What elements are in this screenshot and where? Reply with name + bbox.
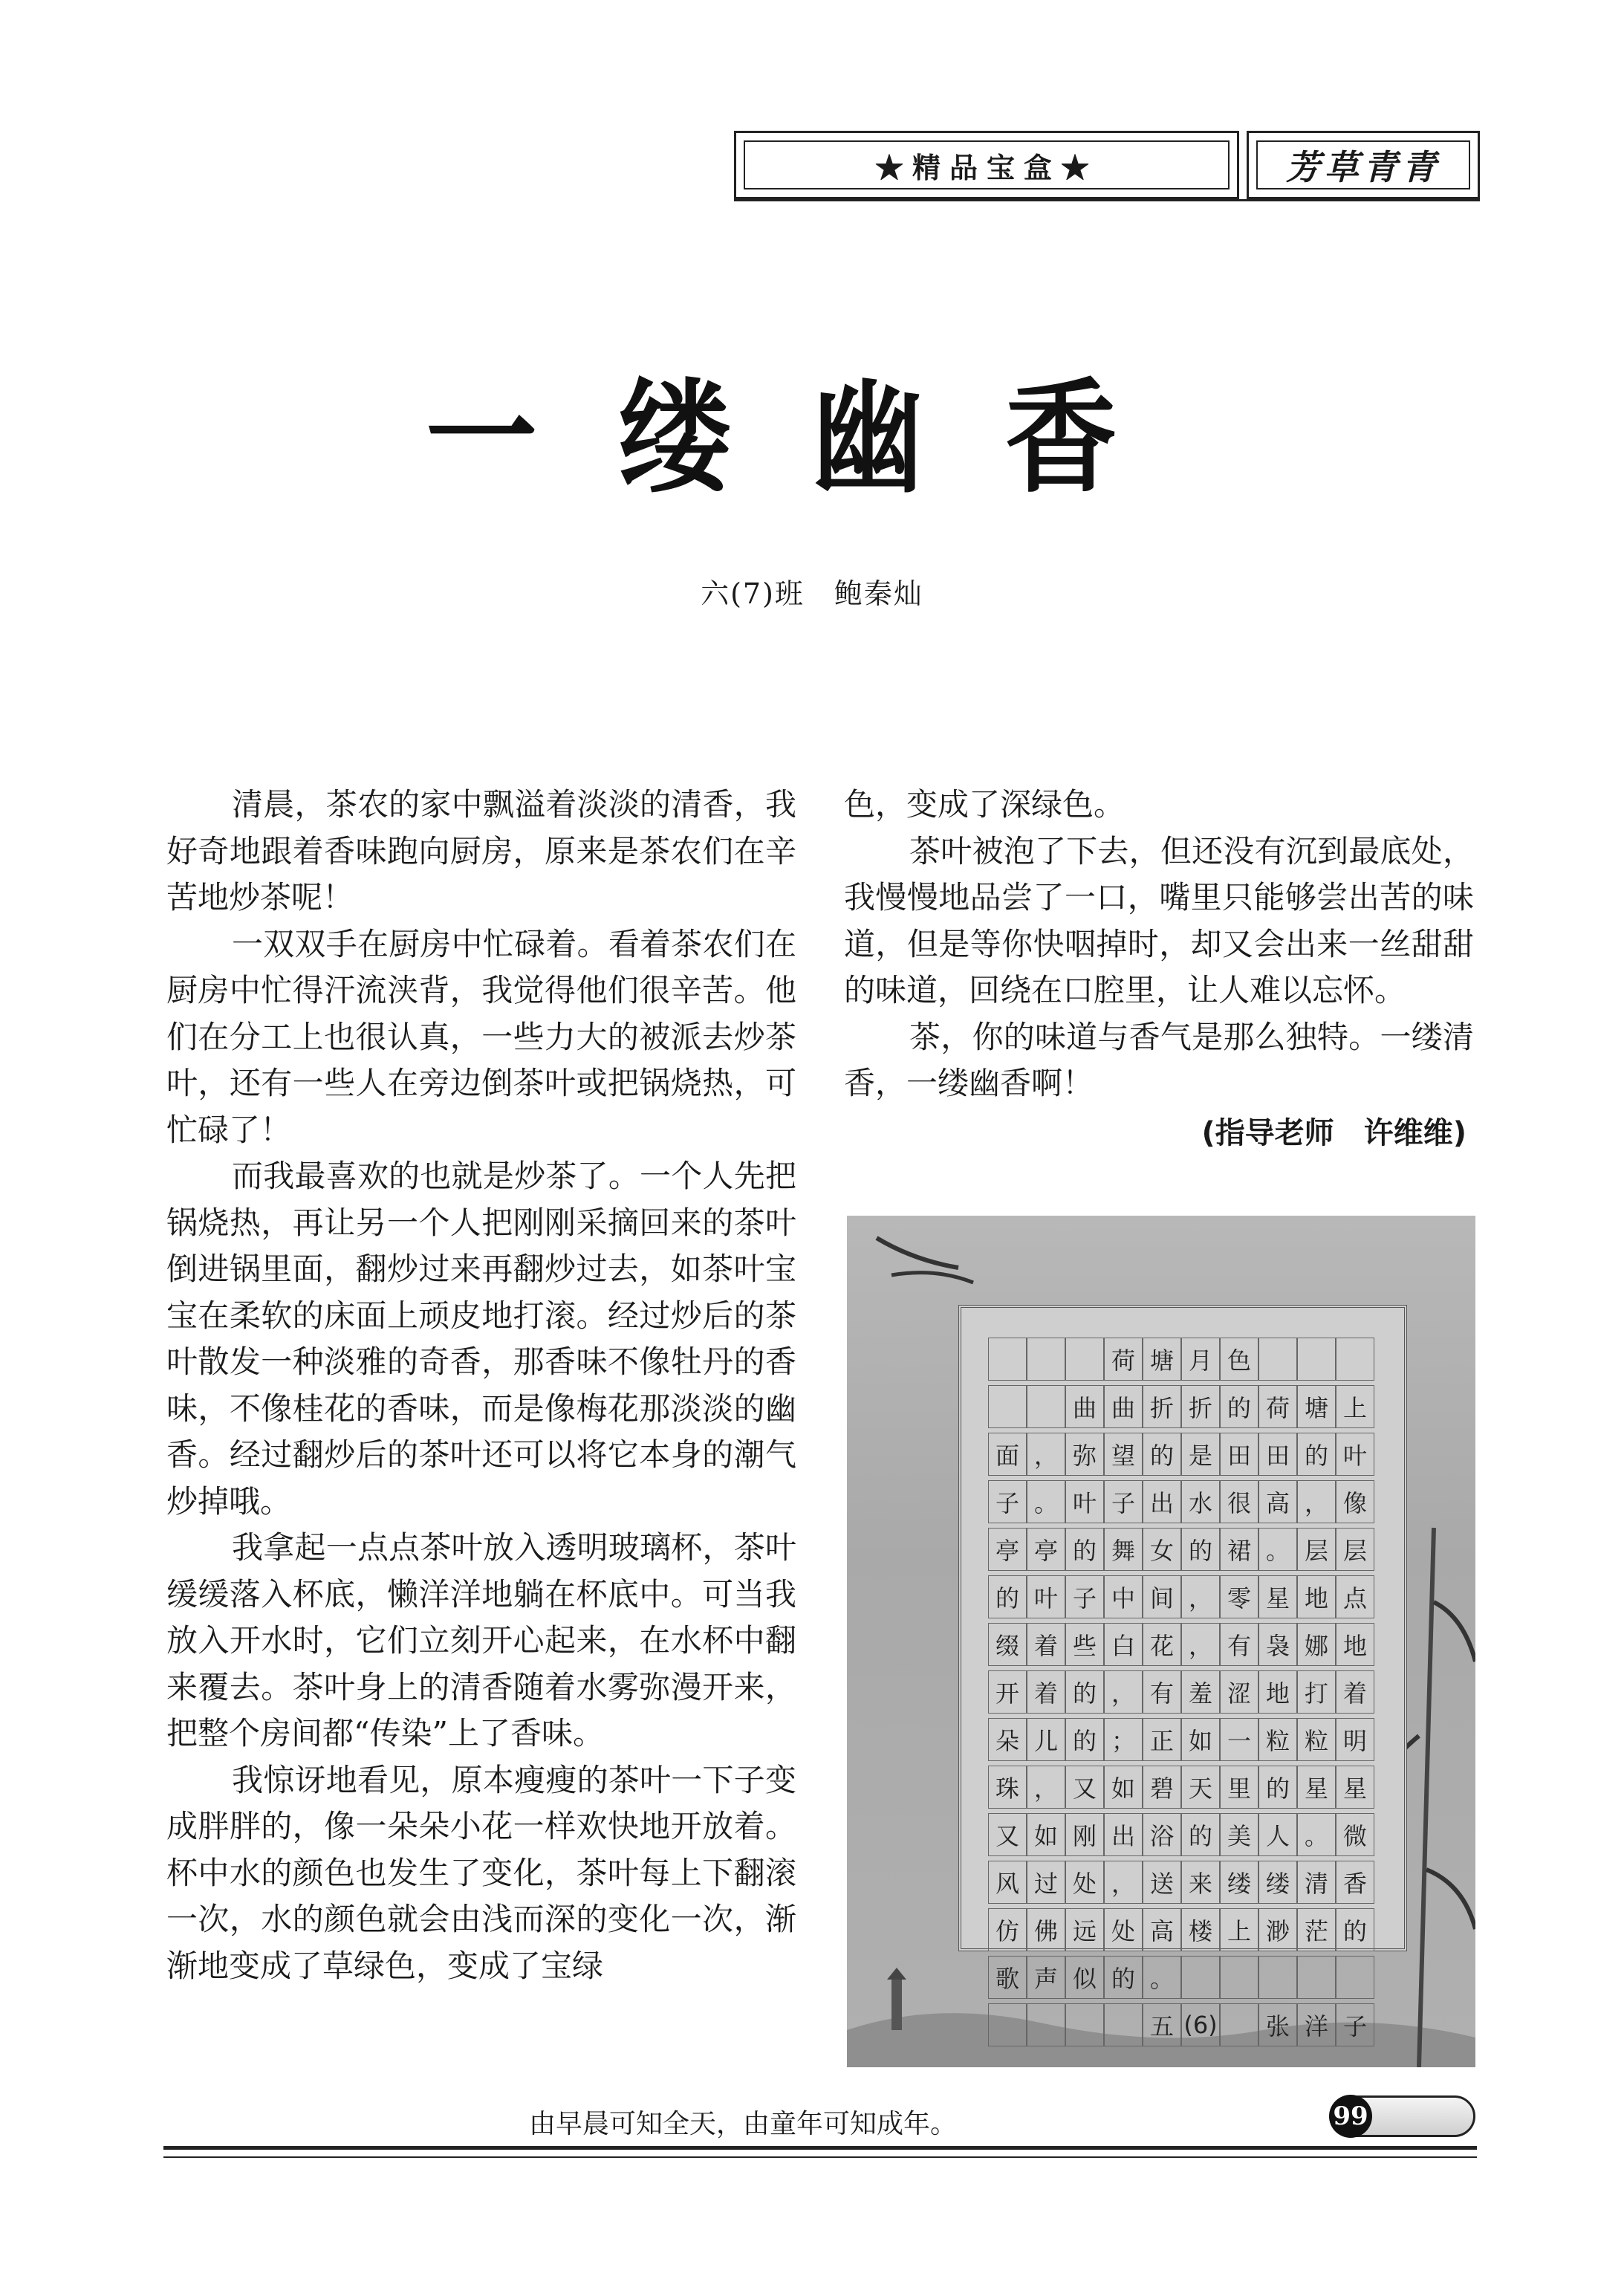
grid-cell: 白 (1104, 1623, 1143, 1666)
grid-cell: 田 (1258, 1433, 1297, 1476)
grid-cell: 的 (1104, 1956, 1143, 1999)
grid-cell: 的 (1181, 1813, 1220, 1856)
grid-cell: 地 (1297, 1575, 1336, 1618)
grid-cell (1220, 1956, 1258, 1999)
paragraph: 我拿起一点点茶叶放入透明玻璃杯，茶叶缓缓落入杯底，懒洋洋地躺在杯底中。可当我放入开水时，它们立刻开心起来，在水杯中翻来覆去。茶叶身上的清香随着水雾弥漫开来，把整个房间都“传染”上了香味。 (166, 1529, 796, 1751)
grid-cell: 的 (1336, 1908, 1374, 1951)
grid-cell: 五 (1143, 2003, 1181, 2046)
grid-cell: 粒 (1258, 1718, 1297, 1761)
grid-cell: 过 (1027, 1861, 1065, 1904)
grid-cell: 亭 (1027, 1528, 1065, 1571)
grid-cell: 叶 (1336, 1433, 1374, 1476)
grid-cell: 子 (1336, 2003, 1374, 2046)
grid-cell: 打 (1297, 1670, 1336, 1714)
grid-cell: 又 (1065, 1766, 1104, 1809)
grid-cell: 的 (1065, 1718, 1104, 1761)
grid-cell (1104, 2003, 1143, 2046)
page-number-badge (1330, 2095, 1475, 2137)
grid-cell: 很 (1220, 1480, 1258, 1523)
grid-cell (1065, 2003, 1104, 2046)
paragraph: 茶叶被泡了下去，但还没有沉到最底处，我慢慢地品尝了一口，嘴里只能够尝出苦的味道，但是等你快咽掉时，却又会出来一丝甜甜的味道，回绕在口腔里，让人难以忘怀。 (844, 832, 1474, 1008)
grid-cell: 舞 (1104, 1528, 1143, 1571)
footer-rule-thick (163, 2146, 1477, 2150)
grid-cell: 微 (1336, 1813, 1374, 1856)
grid-cell: 着 (1027, 1623, 1065, 1666)
grid-cell (1297, 1956, 1336, 1999)
grid-cell: 田 (1220, 1433, 1258, 1476)
grid-cell (1027, 2003, 1065, 2046)
grid-cell: 曲 (1104, 1385, 1143, 1428)
footer-motto: 由早晨可知全天，由童年可知成年。 (528, 2109, 957, 2139)
grid-cell: 娜 (1297, 1623, 1336, 1666)
grid-cell: ， (1027, 1433, 1065, 1476)
grid-cell: 缕 (1258, 1861, 1297, 1904)
grid-cell: 浴 (1143, 1813, 1181, 1856)
grid-cell: 星 (1336, 1766, 1374, 1809)
teacher-name: 许维维) (1363, 1115, 1467, 1150)
grid-cell: 的 (1065, 1670, 1104, 1714)
grid-cell: 是 (1181, 1433, 1220, 1476)
grid-cell: 子 (1065, 1575, 1104, 1618)
grid-cell: 裙 (1220, 1528, 1258, 1571)
grid-cell: 来 (1181, 1861, 1220, 1904)
grid-cell: 朵 (988, 1718, 1027, 1761)
grid-cell (1181, 1956, 1220, 1999)
grid-cell: 茫 (1297, 1908, 1336, 1951)
grid-cell: 又 (988, 1813, 1027, 1856)
grid-cell: 子 (1104, 1480, 1143, 1523)
grid-cell: 风 (988, 1861, 1027, 1904)
grid-cell: 亭 (988, 1528, 1027, 1571)
grid-cell: 里 (1220, 1766, 1258, 1809)
grid-cell: 儿 (1027, 1718, 1065, 1761)
grid-cell: 月 (1181, 1338, 1220, 1381)
grid-cell: 水 (1181, 1480, 1220, 1523)
grid-cell: 。 (1258, 1528, 1297, 1571)
grid-cell: 缀 (988, 1623, 1027, 1666)
section-header-box (734, 131, 1239, 199)
grid-cell: 明 (1336, 1718, 1374, 1761)
grid-cell: 的 (1220, 1385, 1258, 1428)
grid-cell: ， (1181, 1575, 1220, 1618)
grid-cell: 上 (1220, 1908, 1258, 1951)
paragraph: 我惊讶地看见，原本瘦瘦的茶叶一下子变成胖胖的，像一朵朵小花一样欢快地开放着。杯中水的颜色也发生了变化，茶叶每上下翻滚一次，水的颜色就会由浅而深的变化一次，渐渐地变成了草绿色，变成了宝绿 (166, 1761, 796, 1984)
grid-cell (1065, 1338, 1104, 1381)
grid-cell: 荷 (1104, 1338, 1143, 1381)
grid-cell: 着 (1336, 1670, 1374, 1714)
grid-cell (1027, 1338, 1065, 1381)
handwritten-essay-photo (847, 1216, 1475, 2067)
grid-cell: 高 (1143, 1908, 1181, 1951)
grid-cell: (6) (1181, 2003, 1220, 2046)
grid-cell: 子 (988, 1480, 1027, 1523)
paragraph: 清晨，茶农的家中飘溢着淡淡的清香，我好奇地跟着香味跑向厨房，原来是茶农们在辛苦地炒茶呢！ (166, 786, 796, 915)
grid-cell: 仿 (988, 1908, 1027, 1951)
grid-cell: 曲 (1065, 1385, 1104, 1428)
essay-grid (988, 1338, 1374, 2051)
grid-cell: 面 (988, 1433, 1027, 1476)
grid-cell (1258, 1956, 1297, 1999)
grid-cell: 折 (1143, 1385, 1181, 1428)
grid-cell: 正 (1143, 1718, 1181, 1761)
column-header-box (1247, 131, 1480, 199)
grid-cell: 缕 (1220, 1861, 1258, 1904)
grid-cell: 渺 (1258, 1908, 1297, 1951)
grid-cell: 有 (1220, 1623, 1258, 1666)
grid-cell (1336, 1338, 1374, 1381)
article-column-left (166, 782, 796, 1989)
grid-cell: 涩 (1220, 1670, 1258, 1714)
grid-cell (988, 1338, 1027, 1381)
grid-cell: 地 (1258, 1670, 1297, 1714)
grid-cell: 星 (1297, 1766, 1336, 1809)
page-number: 99 (1329, 2095, 1372, 2138)
grid-cell (1027, 1385, 1065, 1428)
grid-cell: 的 (1143, 1433, 1181, 1476)
grid-cell (1297, 1338, 1336, 1381)
essay-grid-sheet (958, 1305, 1407, 2040)
grid-cell: 。 (1297, 1813, 1336, 1856)
grid-cell: 层 (1336, 1528, 1374, 1571)
grid-cell: 地 (1336, 1623, 1374, 1666)
byline-class: 六(7)班 (701, 577, 805, 610)
grid-cell: 出 (1104, 1813, 1143, 1856)
grid-cell: 洋 (1297, 2003, 1336, 2046)
grid-cell: 声 (1027, 1956, 1065, 1999)
grid-cell: 似 (1065, 1956, 1104, 1999)
grid-cell: 张 (1258, 2003, 1297, 2046)
footer-rule-thin (163, 2156, 1477, 2158)
grid-cell: 些 (1065, 1623, 1104, 1666)
grid-cell (1258, 1338, 1297, 1381)
grid-cell: 香 (1336, 1861, 1374, 1904)
grid-cell: 塘 (1143, 1338, 1181, 1381)
grid-cell: 佛 (1027, 1908, 1065, 1951)
grid-cell (988, 1385, 1027, 1428)
article-title: 一缕幽香 (425, 366, 1198, 510)
grid-cell: 如 (1104, 1766, 1143, 1809)
grid-cell: 折 (1181, 1385, 1220, 1428)
article-column-right (844, 782, 1474, 1156)
section-label: ★精品宝盒★ (744, 140, 1230, 189)
grid-cell: 有 (1143, 1670, 1181, 1714)
grid-cell: 点 (1336, 1575, 1374, 1618)
grid-cell: 人 (1258, 1813, 1297, 1856)
grid-cell: 处 (1104, 1908, 1143, 1951)
grid-cell: 美 (1220, 1813, 1258, 1856)
teacher-credit (844, 1110, 1474, 1157)
teacher-label: (指导老师 (1201, 1115, 1334, 1150)
grid-cell (1220, 2003, 1258, 2046)
header-rule (734, 199, 1480, 201)
grid-cell: 的 (1297, 1433, 1336, 1476)
grid-cell: 叶 (1065, 1480, 1104, 1523)
grid-cell: 歌 (988, 1956, 1027, 1999)
grid-cell: ； (1104, 1718, 1143, 1761)
grid-cell: 零 (1220, 1575, 1258, 1618)
grid-cell: 上 (1336, 1385, 1374, 1428)
grid-cell: ， (1104, 1861, 1143, 1904)
grid-cell: 荷 (1258, 1385, 1297, 1428)
grid-cell: 中 (1104, 1575, 1143, 1618)
byline (520, 571, 1104, 612)
grid-cell: 出 (1143, 1480, 1181, 1523)
grid-cell: 如 (1181, 1718, 1220, 1761)
grid-cell: 送 (1143, 1861, 1181, 1904)
grid-cell: 高 (1258, 1480, 1297, 1523)
grid-cell: 袅 (1258, 1623, 1297, 1666)
grid-cell: 如 (1027, 1813, 1065, 1856)
grid-cell: 远 (1065, 1908, 1104, 1951)
grid-cell: 粒 (1297, 1718, 1336, 1761)
grid-cell: 星 (1258, 1575, 1297, 1618)
grid-cell: 的 (1065, 1528, 1104, 1571)
grid-cell: 色 (1220, 1338, 1258, 1381)
grid-cell: 像 (1336, 1480, 1374, 1523)
grid-cell: 开 (988, 1670, 1027, 1714)
grid-cell (988, 2003, 1027, 2046)
grid-cell: 的 (988, 1575, 1027, 1618)
grid-cell: 的 (1258, 1766, 1297, 1809)
grid-cell: 珠 (988, 1766, 1027, 1809)
grid-cell: ， (1181, 1623, 1220, 1666)
grid-cell: 羞 (1181, 1670, 1220, 1714)
grid-cell: 叶 (1027, 1575, 1065, 1618)
grid-cell: 。 (1143, 1956, 1181, 1999)
paragraph: 一双双手在厨房中忙碌着。看着茶农们在厨房中忙得汗流浃背，我觉得他们很辛苦。他们在分工上也很认真，一些力大的被派去炒茶叶，还有一些人在旁边倒茶叶或把锅烧热，可忙碌了！ (166, 925, 796, 1148)
grid-cell: 塘 (1297, 1385, 1336, 1428)
grid-cell: 。 (1027, 1480, 1065, 1523)
byline-author: 鲍秦灿 (834, 577, 923, 610)
grid-cell: 着 (1027, 1670, 1065, 1714)
grid-cell: ， (1297, 1480, 1336, 1523)
grid-cell: 一 (1220, 1718, 1258, 1761)
grid-cell: 弥 (1065, 1433, 1104, 1476)
grid-cell: ， (1104, 1670, 1143, 1714)
grid-cell: 刚 (1065, 1813, 1104, 1856)
paragraph-continuation: 色，变成了深绿色。 (844, 786, 1126, 823)
grid-cell: 处 (1065, 1861, 1104, 1904)
grid-cell: 望 (1104, 1433, 1143, 1476)
paragraph: 茶，你的味道与香气是那么独特。一缕清香，一缕幽香啊！ (844, 1018, 1474, 1101)
grid-cell: 女 (1143, 1528, 1181, 1571)
paragraph: 而我最喜欢的也就是炒茶了。一个人先把锅烧热，再让另一个人把刚刚采摘回来的茶叶倒进锅里面，翻炒过来再翻炒过去，如茶叶宝宝在柔软的床面上顽皮地打滚。经过炒后的茶叶散发一种淡雅的奇香，那香味不像牡丹的香味，不像桂花的香味，而是像梅花那淡淡的幽香。经过翻炒后的茶叶还可以将它本身的潮气炒掉哦。 (166, 1158, 796, 1520)
grid-cell: 的 (1181, 1528, 1220, 1571)
grid-cell: 间 (1143, 1575, 1181, 1618)
grid-cell: 花 (1143, 1623, 1181, 1666)
grid-cell: 天 (1181, 1766, 1220, 1809)
grid-cell: 层 (1297, 1528, 1336, 1571)
grid-cell (1336, 1956, 1374, 1999)
grid-cell: 楼 (1181, 1908, 1220, 1951)
grid-cell: 清 (1297, 1861, 1336, 1904)
grid-cell: ， (1027, 1766, 1065, 1809)
grid-row-gap (988, 2046, 1374, 2051)
column-label: 芳草青青 (1256, 140, 1470, 189)
grid-cell: 碧 (1143, 1766, 1181, 1809)
